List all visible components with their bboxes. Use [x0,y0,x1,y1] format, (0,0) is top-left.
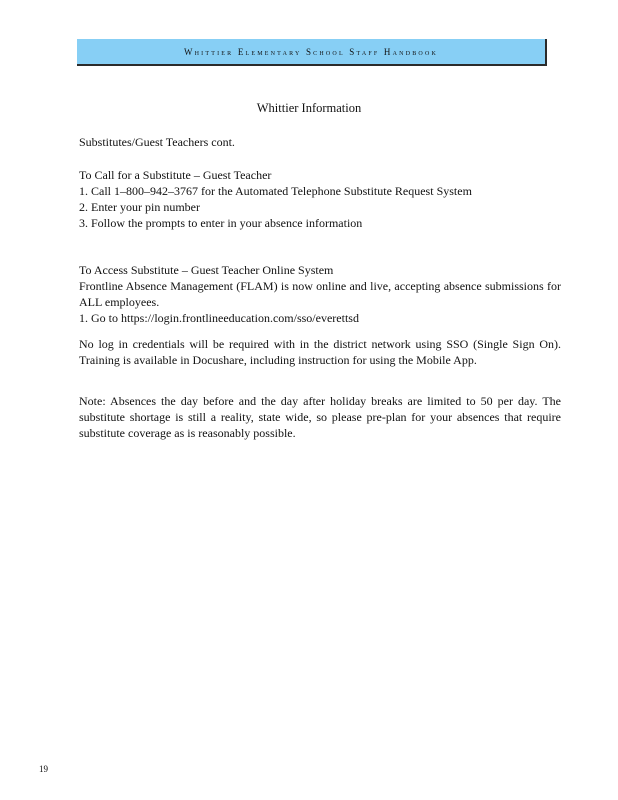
handbook-title: Whittier Elementary School Staff Handbook [183,46,439,57]
online-section-description: Frontline Absence Management (FLAM) is now online and live, accepting absence submissions for ALL employees. [79,279,561,309]
call-step-2: 2. Enter your pin number [79,200,200,214]
call-step-3: 3. Follow the prompts to enter in your absence information [79,216,363,230]
holiday-note-block [79,393,561,441]
call-step-1: 1. Call 1–800–942–3767 for the Automated Telephone Substitute Request System [79,184,472,198]
login-note-block [79,336,561,368]
page-title: Whittier Information [256,101,362,115]
section-title: Substitutes/Guest Teachers cont. [79,135,235,149]
online-step-1: 1. Go to https://login.frontlineeducation.com/sso/everettsd [79,311,359,325]
handbook-header-bar [77,39,547,66]
section-title-block [79,134,561,150]
online-section-heading: To Access Substitute – Guest Teacher Online System [79,263,334,277]
online-system-section [79,262,561,326]
call-substitute-section [79,167,561,231]
page-number: 19 [39,764,48,774]
login-note: No log in credentials will be required with in the district network using SSO (Single Sign On). Training is available in Docushare, including instruction for using the Mobile App. [79,337,561,367]
call-section-heading: To Call for a Substitute – Guest Teacher [79,168,272,182]
holiday-note: Note: Absences the day before and the day after holiday breaks are limited to 50 per day. The substitute shortage is still a reality, state wide, so please pre-plan for your absences that require substitute coverage as is reasonably possible. [79,394,561,440]
